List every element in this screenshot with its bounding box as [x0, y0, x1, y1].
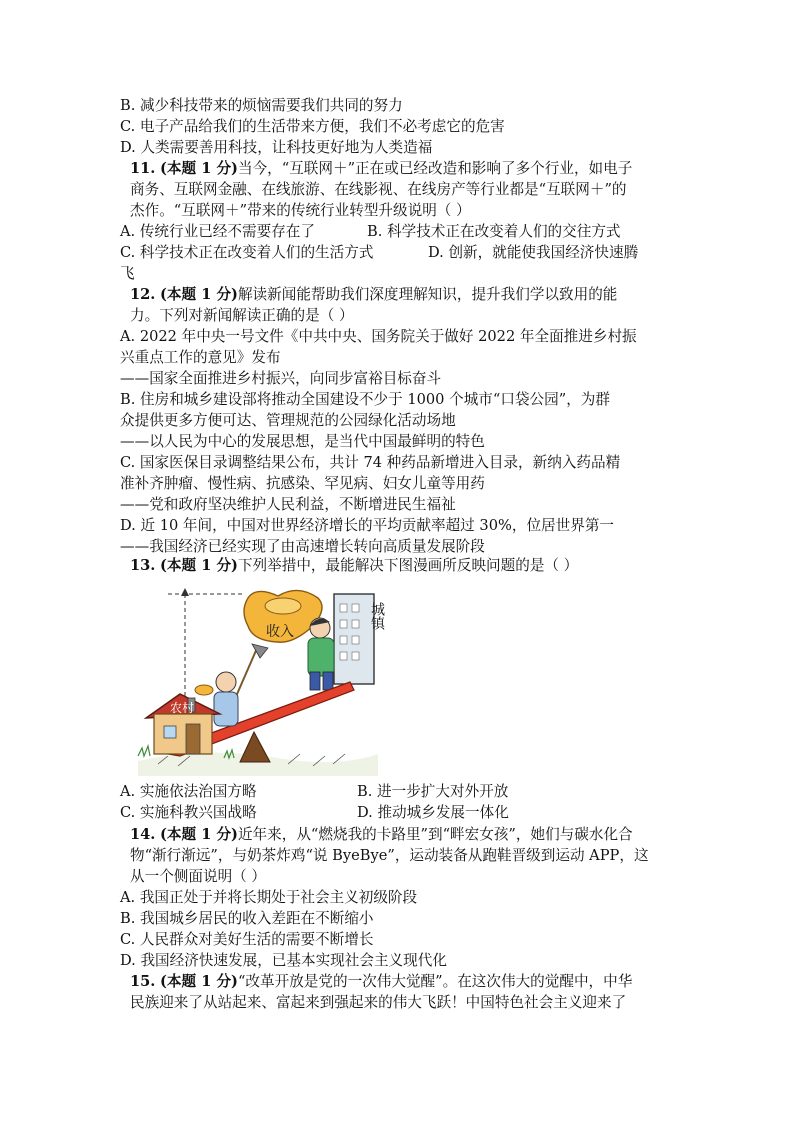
q13-option-b: B. 进一步扩大对外开放	[357, 783, 509, 800]
q11-stem-line-2: 商务、互联网金融、在线旅游、在线影视、在线房产等行业都是“互联网＋”的	[130, 181, 627, 198]
arrow-up-icon	[181, 588, 189, 596]
q14-option-a: A. 我国正处于并将长期处于社会主义初级阶段	[120, 889, 418, 906]
q12-stem-line-2: 力。下列对新闻解读正确的是（ ）	[130, 307, 354, 324]
q12-line: ——党和政府坚决维护人民利益，不断增进民生福祉	[120, 496, 456, 513]
q12-line: ——我国经济已经实现了由高速增长转向高质量发展阶段	[120, 538, 485, 555]
q14-option-b: B. 我国城乡居民的收入差距在不断缩小	[120, 910, 374, 927]
q14-meta: (本题 1 分)	[160, 826, 238, 843]
q15-stem-line-1	[130, 972, 632, 992]
gold-ingot-icon	[244, 590, 322, 642]
q12-meta: (本题 1 分)	[160, 286, 238, 303]
q11-option-d: D. 创新，就能使我国经济快速腾	[428, 244, 639, 261]
rural-label: 农村	[169, 701, 195, 715]
q15-meta: (本题 1 分)	[160, 973, 238, 990]
q14-stem-line-3: 从一个侧面说明（ ）	[130, 868, 266, 885]
q12-number: 12.	[130, 286, 156, 303]
seesaw-cartoon	[128, 586, 390, 778]
q11-stem-text: 当今，“互联网＋”正在或已经改造和影响了多个行业，如电子	[237, 160, 633, 177]
q12-stem-line-1	[130, 285, 617, 305]
q12-stem-text: 解读新闻能帮助我们深度理解知识，提升我们学以致用的能	[237, 286, 618, 303]
prev-option-c: C. 电子产品给我们的生活带来方便，我们不必考虑它的危害	[120, 118, 505, 135]
q12-line: ——以人民为中心的发展思想，是当代中国最鲜明的特色	[120, 433, 485, 450]
q14-option-c: C. 人民群众对美好生活的需要不断增长	[120, 931, 374, 948]
q11-option-a: A. 传统行业已经不需要存在了	[120, 223, 315, 240]
q15-number: 15.	[130, 973, 156, 990]
q12-line: ——国家全面推进乡村振兴，向同步富裕目标奋斗	[120, 370, 442, 387]
prev-option-b: B. 减少科技带来的烦恼需要我们共同的努力	[120, 97, 403, 114]
q13-number: 13.	[130, 557, 156, 574]
q11-number: 11.	[130, 160, 156, 177]
q12-line: 准补齐肿瘤、慢性病、抗感染、罕见病、妇女儿童等用药	[120, 475, 485, 492]
q14-option-d: D. 我国经济快速发展，已基本实现社会主义现代化	[120, 952, 447, 969]
rural-house	[146, 694, 220, 754]
q14-stem-line-1	[130, 825, 633, 845]
small-gold-ingot-icon	[195, 685, 213, 695]
q13-option-d: D. 推动城乡发展一体化	[357, 804, 509, 821]
q11-stem-line-1	[130, 159, 632, 179]
q14-number: 14.	[130, 826, 156, 843]
q12-line: 众提供更多方便可达、管理规范的公园绿化活动场地	[120, 412, 456, 429]
city-person	[308, 618, 334, 690]
q11-stem-line-3: 杰作。“互联网＋”带来的传统行业转型升级说明（ ）	[130, 202, 471, 219]
city-label: 城镇	[369, 602, 385, 630]
prev-option-d: D. 人类需要善用科技，让科技更好地为人类造福	[120, 139, 433, 156]
q12-line: D. 近 10 年间，中国对世界经济增长的平均贡献率超过 30%，位居世界第一	[120, 517, 615, 534]
q13-stem-text: 下列举措中，最能解决下图漫画所反映问题的是（ ）	[237, 557, 579, 574]
q12-line: 兴重点工作的意见》发布	[120, 349, 281, 366]
income-label: 收入	[266, 624, 294, 640]
q13-option-c: C. 实施科教兴国战略	[120, 804, 257, 821]
q13-option-a: A. 实施依法治国方略	[120, 783, 257, 800]
q11-meta: (本题 1 分)	[160, 160, 238, 177]
q14-stem-text: 近年来，从“燃烧我的卡路里”到“畔宏女孩”，她们与碳水化合	[237, 826, 633, 843]
q11-option-c: C. 科学技术正在改变着人们的生活方式	[120, 244, 374, 261]
q13-stem-line	[130, 556, 578, 576]
q12-line: B. 住房和城乡建设部将推动全国建设不少于 1000 个城市“口袋公园”，为群	[120, 391, 610, 408]
q15-stem-text: “改革开放是党的一次伟大觉醒”。在这次伟大的觉醒中，中华	[237, 973, 633, 990]
city-building	[334, 594, 385, 684]
q12-line: C. 国家医保目录调整结果公布，共计 74 种药品新增进入目录，新纳入药品精	[120, 454, 621, 471]
q15-stem-line-2: 民族迎来了从站起来、富起来到强起来的伟大飞跃！中国特色社会主义迎来了	[130, 994, 627, 1011]
q13-meta: (本题 1 分)	[160, 557, 238, 574]
q12-line: A. 2022 年中央一号文件《中共中央、国务院关于做好 2022 年全面推进乡村振	[120, 328, 637, 345]
q11-option-d-cont: 飞	[120, 265, 135, 282]
q14-stem-line-2: 物“渐行渐远”，与奶茶炸鸡“说 ByeBye”，运动装备从跑鞋晋级到运动 APP，这	[130, 847, 649, 864]
q11-option-b: B. 科学技术正在改变着人们的交往方式	[367, 223, 621, 240]
